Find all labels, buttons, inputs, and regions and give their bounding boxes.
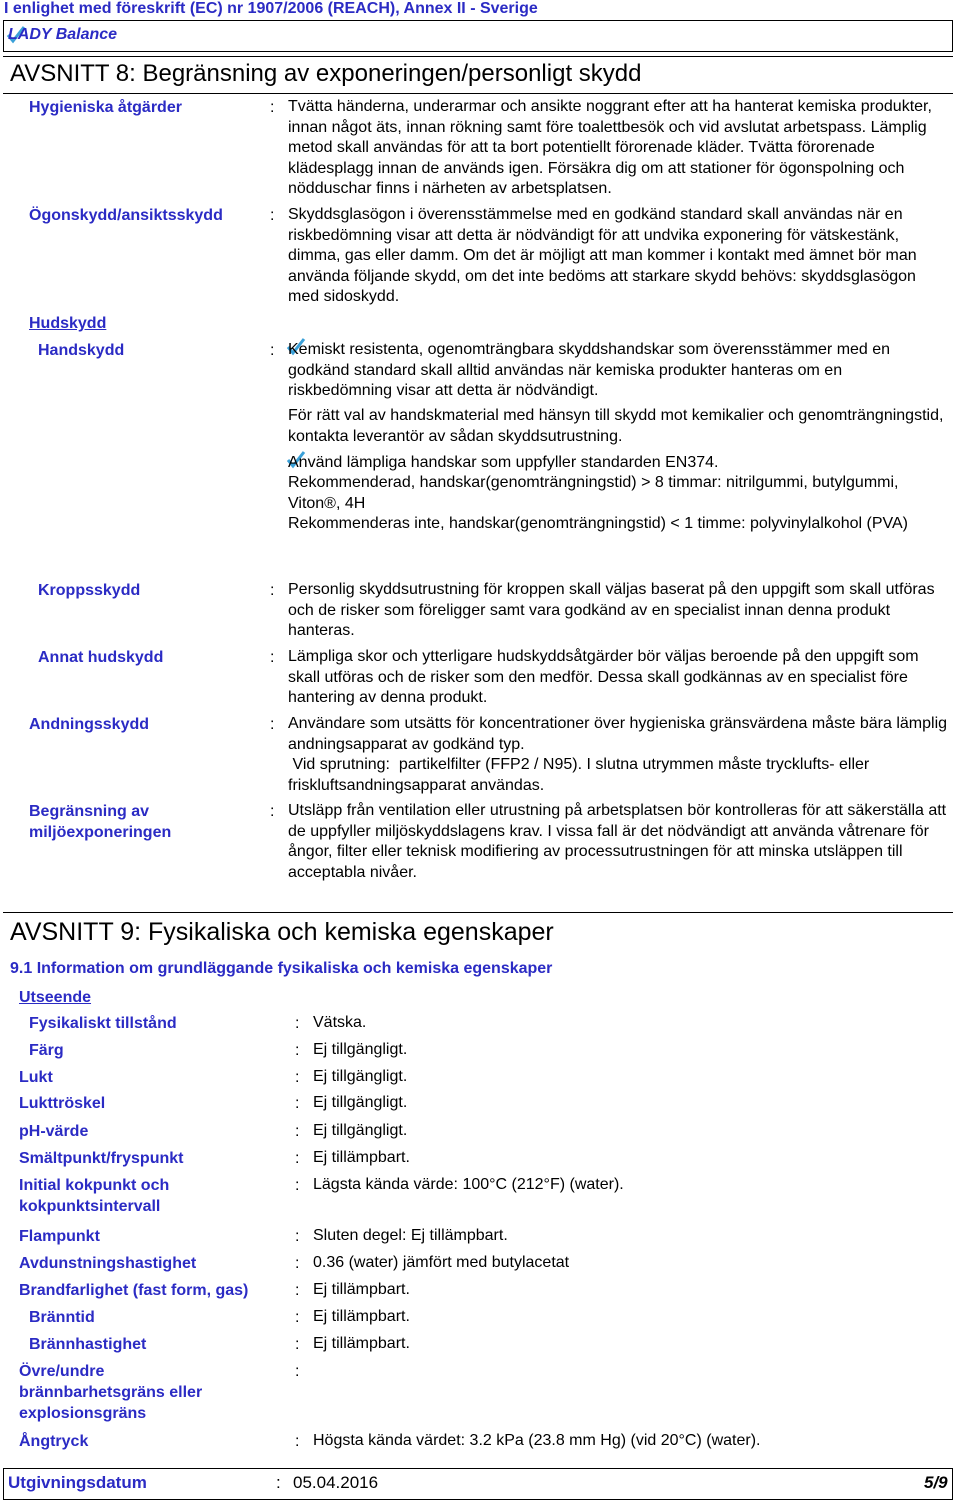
label-hygiene: Hygieniska åtgärder	[29, 99, 182, 116]
label-odor: Lukt	[19, 1069, 53, 1086]
value-color: Ej tillgängligt.	[313, 1041, 408, 1058]
colon: :	[270, 716, 275, 733]
colon: :	[270, 207, 275, 224]
label-burning-time: Bränntid	[29, 1309, 95, 1326]
label-eye-protection: Ögonskydd/ansiktsskydd	[29, 207, 223, 224]
product-name: LADY Balance	[8, 26, 118, 43]
colon: :	[270, 803, 275, 820]
colon: :	[270, 649, 275, 666]
value-hygiene: Tvätta händerna, underarmar och ansikte noggrant efter att ha hanterat kemiska produkter, innan något äts, innan rökning samt före toalettbesök och vid avslutat arbetspass. Lämplig metod skall användas för att ta bort potentiellt förorenade kläder. Tvätta förorenade klädesplagg innan de används igen. Försäkra dig om att stationer för ögonspolning och nödduschar finns i närheten av arbetsplatsen.	[288, 98, 932, 197]
section9-subtitle: 9.1 Information om grundläggande fysikaliska och kemiska egenskaper	[10, 960, 553, 977]
colon: :	[295, 1309, 300, 1326]
value-physical-state: Vätska.	[313, 1014, 367, 1031]
label-color: Färg	[29, 1042, 64, 1059]
value-body-protection: Personlig skyddsutrustning för kroppen skall väljas baserat på den uppgift som skall utföras och de risker som föreligger samt vara godkänd av en specialist innan denna produkt hanteras.	[288, 581, 935, 639]
value-respiratory-protection: Användare som utsätts för koncentrationer över hygieniska gränsvärdena måste bära lämplig andningsapparat av godkänd typ.	[288, 715, 948, 753]
page-number: 5/9	[924, 1473, 948, 1492]
label-other-skin-protection: Annat hudskydd	[38, 649, 164, 666]
label-body-protection: Kroppsskydd	[38, 582, 141, 599]
value-burning-time: Ej tillämpbart.	[313, 1308, 410, 1325]
label-flash-point: Flampunkt	[19, 1228, 100, 1245]
label-burning-rate: Brännhastighet	[29, 1336, 147, 1353]
value-boiling-point: Lägsta kända värde: 100°C (212°F) (water).	[313, 1176, 624, 1193]
value-melting-point: Ej tillämpbart.	[313, 1149, 410, 1166]
colon: :	[295, 1363, 300, 1380]
label-boiling-point: Initial kokpunkt och kokpunktsintervall	[19, 1177, 170, 1215]
colon: :	[295, 1095, 300, 1112]
value-evaporation-rate: 0.36 (water) jämfört med butylacetat	[313, 1254, 570, 1271]
label-hand-protection: Handskydd	[38, 342, 125, 359]
section9-title: AVSNITT 9: Fysikaliska och kemiska egenskaper	[10, 918, 554, 946]
value-flash-point: Sluten degel: Ej tillämpbart.	[313, 1227, 508, 1244]
colon: :	[295, 1255, 300, 1272]
colon: :	[270, 99, 275, 116]
value-ph: Ej tillgängligt.	[313, 1122, 408, 1139]
value-hand-protection-material: För rätt val av handskmaterial med hänsyn till skydd mot kemikalier och genomträngningstid, kontakta leverantör av sådan skyddsutrustning.	[288, 407, 944, 445]
value-environmental-exposure: Utsläpp från ventilation eller utrustning på arbetsplatsen bör kontrolleras för att säkerställa att de uppfyller miljöskyddslagens krav. I vissa fall är det nödvändigt att använda våtrenare för ångor, filter eller teknisk modifiering av processutrustningen för att minska utsläppen till acceptabla nivåer.	[288, 802, 947, 881]
colon: :	[270, 582, 275, 599]
regulation-header: I enlighet med föreskrift (EC) nr 1907/2006 (REACH), Annex II - Sverige	[4, 0, 538, 17]
value-vapour-pressure: Högsta kända värdet: 3.2 kPa (23.8 mm Hg) (vid 20°C) (water).	[313, 1432, 761, 1449]
label-evaporation-rate: Avdunstningshastighet	[19, 1255, 197, 1272]
label-environmental-exposure: Begränsning av miljöexponeringen	[29, 803, 172, 841]
section8-title: AVSNITT 8: Begränsning av exponeringen/personligt skydd	[10, 60, 642, 87]
value-burning-rate: Ej tillämpbart.	[313, 1335, 410, 1352]
footer-date-label: Utgivningsdatum	[8, 1473, 147, 1492]
colon: :	[295, 1433, 300, 1450]
colon: :	[295, 1123, 300, 1140]
label-explosion-limits: Övre/undre brännbarhetsgräns eller explosionsgräns	[19, 1363, 203, 1422]
value-other-skin-protection: Lämpliga skor och ytterligare hudskyddsåtgärder bör väljas beroende på den uppgift som skall utföras och de risker som den medför. Dessa skall godkännas av en specialist före hantering av denna produkt.	[288, 648, 919, 706]
label-flammability: Brandfarlighet (fast form, gas)	[19, 1282, 249, 1299]
value-odor-threshold: Ej tillgängligt.	[313, 1094, 408, 1111]
value-hand-protection-standard: Använd lämpliga handskar som uppfyller standarden EN374.	[288, 454, 719, 471]
colon: :	[295, 1282, 300, 1299]
colon: :	[295, 1015, 300, 1032]
label-ph: pH-värde	[19, 1123, 89, 1140]
value-hand-protection: Kemiskt resistenta, ogenomträngbara skyddshandskar som överensstämmer med en godkänd standard skall alltid användas när kemiska produkter hanteras om en riskbedömning visar att detta är nödvändigt.	[288, 341, 891, 399]
label-appearance: Utseende	[19, 989, 92, 1006]
colon: :	[295, 1069, 300, 1086]
label-odor-threshold: Lukttröskel	[19, 1095, 106, 1112]
colon: :	[295, 1177, 300, 1194]
footer-date: 05.04.2016	[293, 1473, 379, 1492]
value-respiratory-spraying: Vid sprutning: partikelfilter (FFP2 / N95). I slutna utrymmen måste trycklufts- eller friskluftsandningsapparat användas.	[288, 756, 874, 794]
label-respiratory-protection: Andningsskydd	[29, 716, 150, 733]
value-flammability: Ej tillämpbart.	[313, 1281, 410, 1298]
colon: :	[276, 1473, 281, 1492]
colon: :	[295, 1150, 300, 1167]
value-hand-protection-recommended: Rekommenderad, handskar(genomträngningstid) > 8 timmar: nitrilgummi, butylgummi, Viton®, 4H	[288, 474, 899, 512]
label-melting-point: Smältpunkt/fryspunkt	[19, 1150, 184, 1167]
colon: :	[295, 1336, 300, 1353]
product-box	[3, 20, 953, 52]
label-skin-protection: Hudskydd	[29, 315, 107, 332]
colon: :	[295, 1042, 300, 1059]
value-eye-protection: Skyddsglasögon i överensstämmelse med en godkänd standard skall användas när en riskbedömning visar att detta är nödvändigt för att undvika exponering för vätskestänk, dimma, gas eller damm. Om det är möjligt att man kommer i kontakt med ämnet bör man använda följande skydd, om det inte bedöms att starkare skydd behövs: skyddsglasögon med sidoskydd.	[288, 206, 917, 305]
colon: :	[295, 1228, 300, 1245]
value-odor: Ej tillgängligt.	[313, 1068, 408, 1085]
value-hand-protection-not-recommended: Rekommenderas inte, handskar(genomträngningstid) < 1 timme: polyvinylalkohol (PVA)	[288, 515, 908, 532]
label-physical-state: Fysikaliskt tillstånd	[29, 1015, 177, 1032]
colon: :	[270, 342, 275, 359]
label-vapour-pressure: Ångtryck	[19, 1433, 89, 1450]
